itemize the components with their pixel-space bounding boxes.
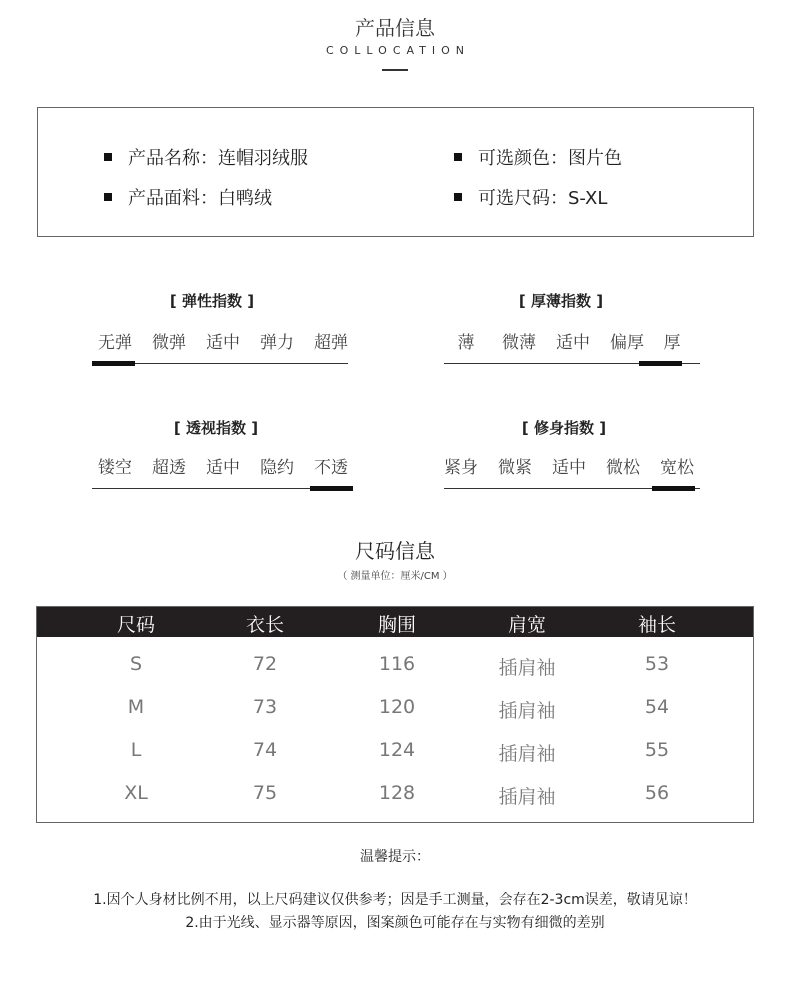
transparency-label: 隐约 bbox=[260, 458, 294, 478]
bullet-icon bbox=[104, 193, 112, 201]
table-row bbox=[37, 653, 753, 679]
transparency-label: 镂空 bbox=[98, 458, 132, 478]
table-cell: 56 bbox=[644, 782, 670, 804]
product-name-text: 产品名称：连帽羽绒服 bbox=[128, 148, 308, 169]
thickness-index-title: [ 厚薄指数 ] bbox=[518, 292, 604, 310]
page-title: 产品信息 bbox=[355, 16, 435, 40]
table-cell: 75 bbox=[252, 782, 278, 804]
tip-line-2: 2.由于光线、显示器等原因，图案颜色可能存在与实物有细微的差别 bbox=[185, 915, 605, 931]
table-cell: 插肩袖 bbox=[498, 700, 556, 722]
size-info-note: （ 测量单位：厘米/CM ） bbox=[337, 571, 453, 582]
table-cell: 116 bbox=[378, 653, 416, 675]
product-color-item bbox=[454, 144, 622, 170]
thickness-labels bbox=[440, 328, 710, 353]
elasticity-index-title: [ 弹性指数 ] bbox=[169, 292, 255, 310]
thickness-label: 薄 bbox=[457, 333, 475, 353]
table-cell: 72 bbox=[252, 653, 278, 675]
table-cell: 55 bbox=[644, 739, 670, 761]
fit-labels bbox=[434, 453, 704, 478]
table-cell: 74 bbox=[252, 739, 278, 761]
fit-label: 宽松 bbox=[660, 458, 694, 478]
table-cell: 53 bbox=[644, 653, 670, 675]
table-cell: 124 bbox=[378, 739, 416, 761]
fit-index-title: [ 修身指数 ] bbox=[521, 419, 607, 437]
table-cell: 128 bbox=[378, 782, 416, 804]
title-underline bbox=[382, 69, 408, 71]
table-row bbox=[37, 696, 753, 722]
table-row bbox=[37, 782, 753, 808]
fit-label: 微紧 bbox=[498, 458, 532, 478]
table-cell: L bbox=[130, 739, 142, 761]
table-row bbox=[37, 739, 753, 765]
transparency-label: 超透 bbox=[152, 458, 186, 478]
page-subtitle: COLLOCATION bbox=[325, 44, 471, 57]
product-size-item bbox=[454, 184, 607, 210]
bullet-icon bbox=[454, 193, 462, 201]
thickness-label: 厚 bbox=[663, 333, 681, 353]
table-cell: 54 bbox=[644, 696, 670, 718]
header-cell: 胸围 bbox=[377, 614, 416, 636]
size-info-title: 尺码信息 bbox=[355, 539, 435, 563]
product-info-box bbox=[37, 107, 754, 237]
transparency-index-title: [ 透视指数 ] bbox=[173, 419, 259, 437]
product-name-item bbox=[104, 144, 308, 170]
thickness-label: 微薄 bbox=[502, 333, 536, 353]
header-cell: 尺码 bbox=[116, 614, 155, 636]
product-fabric-item bbox=[104, 184, 272, 210]
transparency-label: 不透 bbox=[314, 458, 348, 478]
elasticity-label: 适中 bbox=[206, 333, 240, 353]
transparency-label: 适中 bbox=[206, 458, 240, 478]
elasticity-label: 超弹 bbox=[314, 333, 348, 353]
size-table bbox=[36, 606, 754, 823]
thickness-selected-marker bbox=[639, 361, 682, 366]
fit-selected-marker bbox=[652, 486, 695, 491]
size-table-header bbox=[37, 607, 753, 637]
elasticity-selected-marker bbox=[92, 361, 135, 366]
thickness-label: 适中 bbox=[556, 333, 590, 353]
table-cell: S bbox=[129, 653, 143, 675]
fit-label: 紧身 bbox=[444, 458, 478, 478]
fit-label: 微松 bbox=[606, 458, 640, 478]
table-cell: 73 bbox=[252, 696, 278, 718]
table-cell: 插肩袖 bbox=[498, 657, 556, 679]
tip-line-1: 1.因个人身材比例不用，以上尺码建议仅供参考；因是手工测量，会存在2-3cm误差，敬请见谅！ bbox=[93, 892, 697, 908]
tips-title: 温馨提示： bbox=[360, 849, 430, 865]
thickness-label: 偏厚 bbox=[610, 333, 644, 353]
elasticity-label: 无弹 bbox=[98, 333, 132, 353]
header-cell: 衣长 bbox=[245, 614, 284, 636]
transparency-selected-marker bbox=[310, 486, 353, 491]
elasticity-label: 微弹 bbox=[152, 333, 186, 353]
transparency-labels bbox=[88, 453, 358, 478]
elasticity-labels bbox=[88, 328, 358, 353]
product-color-text: 可选颜色：图片色 bbox=[478, 148, 622, 169]
fit-label: 适中 bbox=[552, 458, 586, 478]
table-cell: 插肩袖 bbox=[498, 743, 556, 765]
header-cell: 袖长 bbox=[637, 614, 676, 636]
table-cell: M bbox=[127, 696, 145, 718]
table-cell: XL bbox=[124, 782, 148, 804]
bullet-icon bbox=[104, 153, 112, 161]
product-size-text: 可选尺码：S-XL bbox=[478, 188, 608, 209]
header-cell: 肩宽 bbox=[507, 614, 546, 636]
table-cell: 插肩袖 bbox=[498, 786, 556, 808]
product-fabric-text: 产品面料：白鸭绒 bbox=[128, 188, 272, 209]
bullet-icon bbox=[454, 153, 462, 161]
table-cell: 120 bbox=[378, 696, 416, 718]
elasticity-label: 弹力 bbox=[260, 333, 294, 353]
